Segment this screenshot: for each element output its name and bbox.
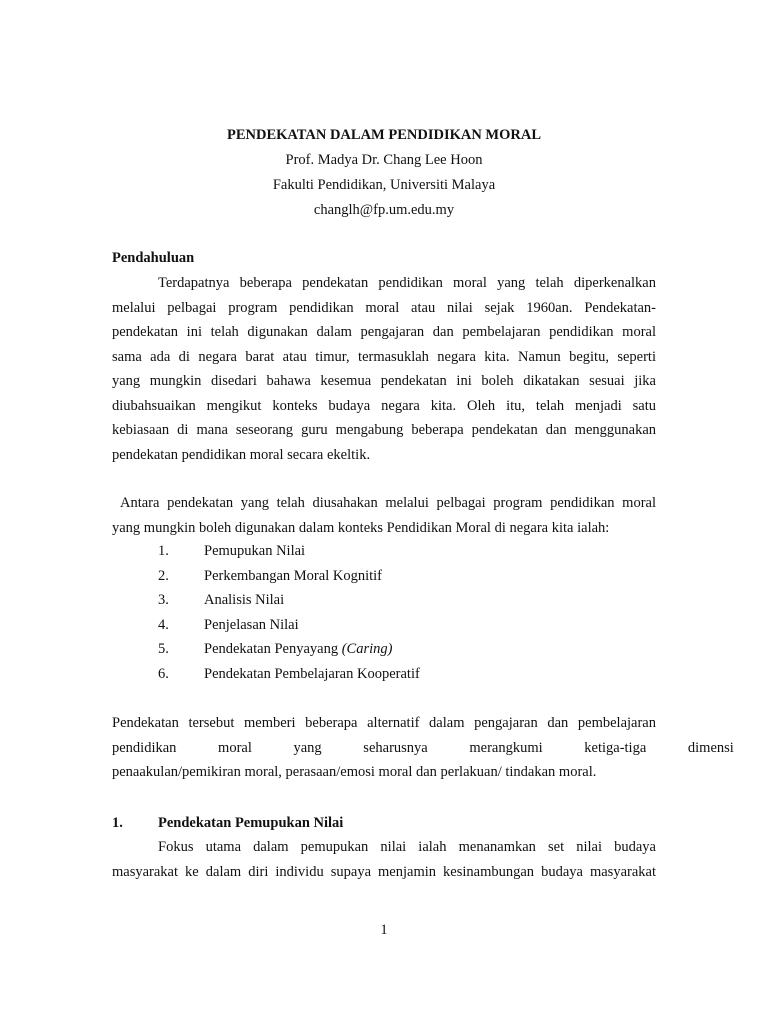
list-item-number: 2. <box>158 567 169 584</box>
list-item-text: Penjelasan Nilai <box>204 616 299 633</box>
section-title: Pendekatan Pemupukan Nilai <box>158 815 344 831</box>
paragraph-line: penaakulan/pemikiran moral, perasaan/emosi moral dan perlakuan/ tindakan moral. <box>112 764 597 780</box>
paragraph-line: pendekatan ini telah digunakan dalam pengajaran dan pembelajaran pendidikan moral <box>112 324 656 340</box>
section-number: 1. <box>112 815 123 831</box>
author-email: changlh@fp.um.edu.my <box>313 202 455 218</box>
paragraph-line: yang mungkin boleh digunakan dalam konteks Pendidikan Moral di negara kita ialah: <box>112 519 610 536</box>
page-number: 1 <box>380 922 388 938</box>
paragraph-line: pendekatan pendidikan moral secara ekeltik. <box>112 446 371 463</box>
paragraph-line: kebiasaan di mana seseorang guru mengabung beberapa pendekatan dan menggunakan <box>112 422 656 438</box>
paragraph-line: pendidikan moral yang seharusnya merangkumi ketiga-tiga dimensi <box>112 739 734 756</box>
list-item-text: Pemupukan Nilai <box>204 543 306 559</box>
paragraph-line: Pendekatan tersebut memberi beberapa alternatif dalam pengajaran dan pembelajaran <box>112 715 656 731</box>
list-item-number: 6. <box>158 665 169 682</box>
list-item-number: 5. <box>158 641 169 658</box>
paragraph-line: melalui pelbagai program pendidikan moral atau nilai sejak 1960an. Pendekatan- <box>112 299 656 316</box>
list-item-text: Pendekatan Penyayang (Caring) <box>204 641 393 658</box>
paragraph-line: yang mungkin disedari bahawa kesemua pendekatan ini boleh dikatakan sesuai jika <box>112 373 656 389</box>
summary-paragraph <box>112 711 734 785</box>
author-affiliation: Fakulti Pendidikan, Universiti Malaya <box>272 177 496 193</box>
paragraph-line: sama ada di negara barat atau timur, termasuklah negara kita. Namun begitu, seperti <box>112 348 656 365</box>
paragraph-line: Fokus utama dalam pemupukan nilai ialah menanamkan set nilai budaya <box>158 839 656 855</box>
paragraph-line: diubahsuaikan mengikut konteks budaya negara kita. Oleh itu, telah menjadi satu <box>112 397 656 414</box>
paragraph-line: masyarakat ke dalam diri individu supaya menjamin kesinambungan budaya masyarakat <box>112 863 656 880</box>
paragraph-line: Terdapatnya beberapa pendekatan pendidikan moral yang telah diperkenalkan <box>158 275 656 291</box>
intro-paragraph <box>112 271 656 467</box>
section1-paragraph <box>112 835 656 884</box>
list-item-number: 4. <box>158 616 169 633</box>
list-item-text: Pendekatan Pembelajaran Kooperatif <box>204 665 420 682</box>
document-title: PENDEKATAN DALAM PENDIDIKAN MORAL <box>226 127 542 143</box>
list-item-text: Analisis Nilai <box>204 592 285 609</box>
list-item-text: Perkembangan Moral Kognitif <box>204 567 382 584</box>
list-item-number: 3. <box>158 592 169 609</box>
list-item-number: 1. <box>158 543 169 559</box>
approaches-intro-paragraph <box>112 491 656 540</box>
intro-heading: Pendahuluan <box>112 250 195 266</box>
paragraph-line: Antara pendekatan yang telah diusahakan melalui pelbagai program pendidikan moral <box>120 495 656 511</box>
author-name: Prof. Madya Dr. Chang Lee Hoon <box>285 152 483 168</box>
